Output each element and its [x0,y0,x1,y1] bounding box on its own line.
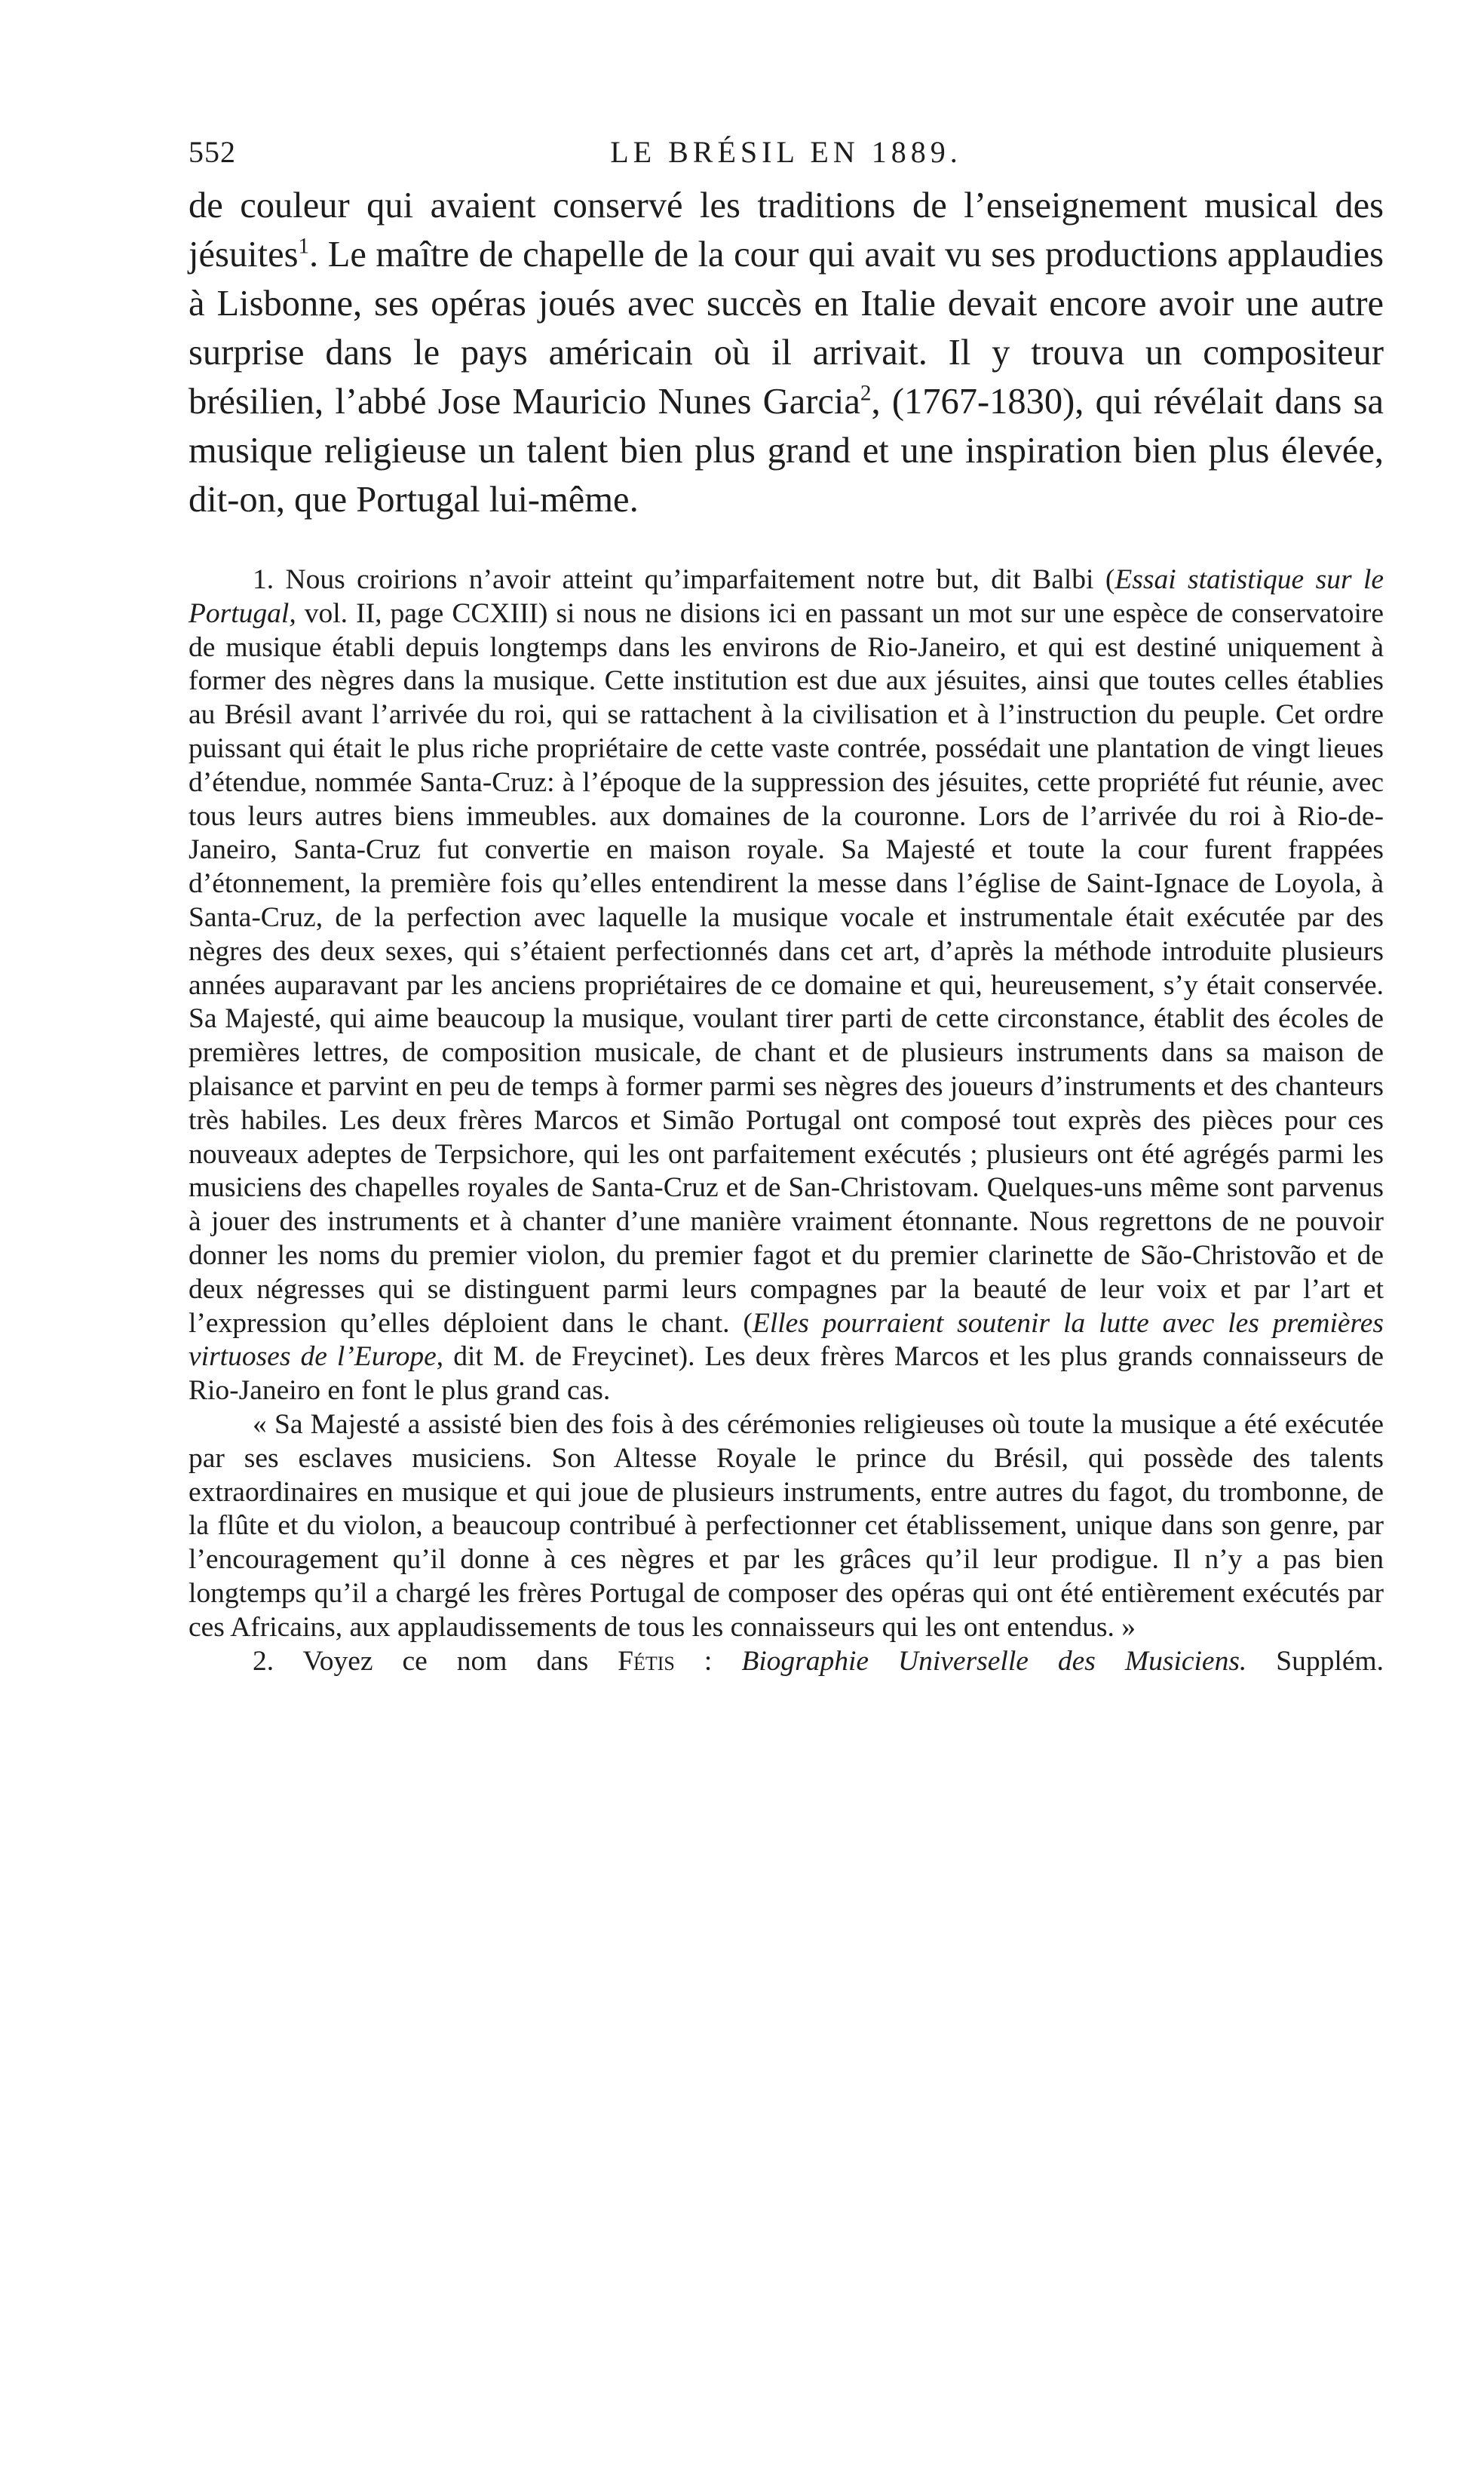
footnote-2 [189,1645,1384,1679]
footnote-italic: Biographie Universelle des Musiciens. [741,1645,1247,1677]
footnote-text: Voyez ce nom dans [302,1645,618,1677]
main-text-part: de couleur qui avaient conservé les traditions de l’enseignement musical des jésuites [189,186,1384,275]
footnote-1 [189,563,1384,1408]
page-number: 552 [189,135,236,169]
footnote-ref-2[interactable]: 2 [860,381,872,406]
author-name: Fétis [618,1645,675,1677]
footnotes [189,563,1384,1678]
footnote-1-quote: « Sa Majesté a assisté bien des fois à des cérémonies religieuses où toute la musique a été exécutée par ses esclaves musiciens. Son Altesse Royale le prince du Brésil, qui possède des talents extraordinaires en musique et qui joue de plusieurs instruments, entre autres du fagot, du trombonne, de la flûte et du violon, a beaucoup contribué à perfectionner cet établissement, unique dans son genre, par l’encouragement qu’il donne à ces nègres et par les grâces qu’il leur prodigue. Il n’y a pas bien longtemps qu’il a chargé les frères Portugal de composer des opéras qui ont été entièrement exécutés par ces Africains, aux applaudissements de tous les connaisseurs qui les ont entendus. » [189,1408,1384,1643]
footnote-italic: Essai statistique sur le Portugal, [189,564,1384,629]
footnote-number: 2. [253,1645,274,1677]
footnote-number: 1. [253,564,274,595]
footnote-ref-1[interactable]: 1 [298,234,310,259]
page [189,121,1384,1678]
footnote-text: , dit M. de Freycinet). Les deux frères Marcos et les plus grands connaisseurs de Rio-Janeiro en font le plus grand cas. [189,1341,1384,1407]
footnote-text: vol. II, page CCXIII) si nous ne disions ici en passant un mot sur une espèce de conservatoire de musique établi depuis longtemps dans les environs de Rio-Janeiro, et qui est destiné uniquement à former des nègres dans la musique. Cette institution est due aux jésuites, ainsi que toutes celles établies au Brésil avant l’arrivée du roi, qui se rattachent à la civilisation et à l’instruction du peuple. Cet ordre puissant qui était le plus riche propriétaire de cette vaste contrée, possédait une plantation de vingt lieues d’étendue, nommée Santa-Cruz: à l’époque de la suppression des jésuites, cette propriété fut réunie, avec tous leurs autres biens immeubles. aux domaines de la couronne. Lors de l’arrivée du roi à Rio-de-Janeiro, Santa-Cruz fut convertie en maison royale. Sa Majesté et toute la cour furent frappées d’étonnement, la première fois qu’elles entendirent la messe dans l’église de Saint-Ignace de Loyola, à Santa-Cruz, de la perfection avec laquelle la musique vocale et instrumentale était exécutée par des nègres des deux sexes, qui s’étaient perfectionnés dans cet art, d’après la méthode introduite plusieurs années auparavant par les anciens propriétaires de ce domaine et qui, heureusement, s’y était conservée. Sa Majesté, qui aime beaucoup la musique, voulant tirer parti de cette circonstance, établit des écoles de premières lettres, de composition musicale, de chant et de plusieurs instruments dans sa maison de plaisance et parvint en peu de temps à former parmi ses nègres des joueurs d’instruments et des chanteurs très habiles. Les deux frères Marcos et Simão Portugal ont composé tout exprès des pièces pour ces nouveaux adeptes de Terpsichore, qui les ont parfaitement exécutés ; plusieurs ont été agrégés parmi les musiciens des chapelles royales de Santa-Cruz et de San-Christovam. Quelques-uns même sont parvenus à jouer des instruments et à chanter d’une manière vraiment étonnante. Nous regrettons de ne pouvoir donner les noms du premier violon, du premier fagot et du premier clarinette de São-Christovão et de deux négresses qui se distinguent parmi leurs compagnes par la beauté de leur voix et par l’art et l’expression qu’elles déploient dans le chant. ( [189,597,1384,1339]
running-head [189,121,1384,181]
footnote-text: Nous croirions n’avoir atteint qu’imparfaitement notre but, dit Balbi ( [285,564,1115,595]
footnote-text: : [674,1645,742,1677]
footnote-italic: Elles pourraient soutenir la lutte avec les premières virtuoses de l’Europe [189,1307,1384,1373]
running-title: LE BRÉSIL EN 1889. [610,135,962,169]
main-paragraph [189,181,1384,524]
main-text-part: . Le maître de chapelle de la cour qui avait vu ses productions applaudies à Lisbonne, ses opéras joués avec succès en Italie devait encore avoir une autre surprise dans le pays américain où il arrivait. Il y trouva un compositeur brésilien, l’abbé Jose Mauricio Nunes Garcia [189,235,1384,422]
main-text-part: , (1767-1830), qui révélait dans sa musique religieuse un talent bien plus grand et une inspiration bien plus élevée, dit-on, que Portugal lui-même. [189,382,1384,520]
footnote-text: Supplém. [1246,1645,1384,1677]
